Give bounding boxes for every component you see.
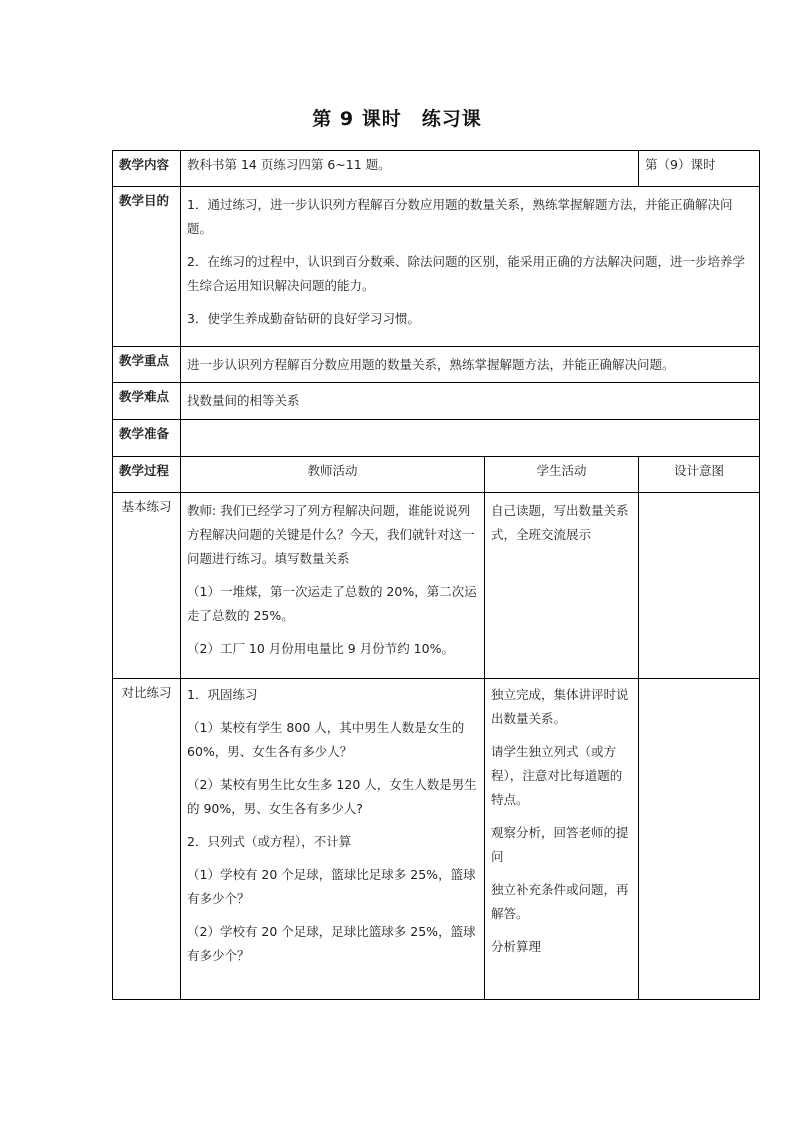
teacher-activity: 教师: 我们已经学习了列方程解决问题，谁能说说列方程解决问题的关键是什么？今天，我们就针对这一问题进行练习。填写数量关系 [187, 503, 475, 566]
row-stage-compare [113, 679, 760, 1000]
label-process: 教学过程 [113, 457, 181, 493]
teacher-activity: （2）某校有男生比女生多 120 人，女生人数是男生的 90%，男、女生各有多少人? [187, 777, 477, 816]
objectives-cell [181, 187, 760, 347]
stage-name: 基本练习 [113, 493, 181, 679]
lesson-plan-table [112, 150, 760, 1000]
teacher-activity: （1）某校有学生 800 人，其中男生人数是女生的 60%，男、女生各有多少人？ [187, 720, 465, 759]
label-objectives: 教学目的 [113, 187, 181, 347]
teacher-activity: （1）学校有 20 个足球，篮球比足球多 25%，篮球有多少个？ [187, 867, 476, 906]
student-activity: 观察分析，回答老师的提问 [491, 825, 629, 864]
period-text: 第（9）课时 [639, 151, 760, 187]
stage-student-cell [485, 679, 639, 1000]
stage-teacher-cell [181, 679, 485, 1000]
teacher-activity: （2）学校有 20 个足球，足球比篮球多 25%，篮球有多少个？ [187, 924, 476, 963]
teacher-activity: 1．巩固练习 [187, 687, 258, 702]
student-activity: 请学生独立列式（或方程），注意对比每道题的特点。 [491, 744, 623, 807]
row-content [113, 151, 760, 187]
stage-name: 对比练习 [113, 679, 181, 1000]
page-title: 第 9 课时 练习课 [312, 108, 482, 130]
objective-item: 1．通过练习，进一步认识列方程解百分数应用题的数量关系，熟练掌握解题方法，并能正确解决问题。 [187, 197, 733, 236]
row-preparation [113, 420, 760, 457]
teacher-activity: （2）工厂 10 月份用电量比 9 月份节约 10%。 [187, 641, 454, 656]
teacher-activity: 2．只列式（或方程），不计算 [187, 834, 352, 849]
row-process-header [113, 457, 760, 493]
stage-teacher-cell [181, 493, 485, 679]
row-key-points [113, 347, 760, 383]
stage-design-cell [639, 493, 760, 679]
stage-student-cell [485, 493, 639, 679]
label-key-points: 教学重点 [113, 347, 181, 383]
difficulties-text: 找数量间的相等关系 [181, 383, 760, 420]
label-difficulties: 教学难点 [113, 383, 181, 420]
row-objectives [113, 187, 760, 347]
row-stage-basic [113, 493, 760, 679]
stage-design-cell [639, 679, 760, 1000]
objective-item: 2．在练习的过程中，认识到百分数乘、除法问题的区别，能采用正确的方法解决问题，进一步培养学生综合运用知识解决问题的能力。 [187, 254, 745, 293]
label-content: 教学内容 [113, 151, 181, 187]
header-student: 学生活动 [485, 457, 639, 493]
row-difficulties [113, 383, 760, 420]
student-activity: 独立完成，集体讲评时说出数量关系。 [491, 687, 629, 726]
header-design: 设计意图 [639, 457, 760, 493]
label-preparation: 教学准备 [113, 420, 181, 457]
student-activity: 分析算理 [491, 939, 542, 954]
student-activity: 独立补充条件或问题，再解答。 [491, 882, 629, 921]
header-teacher: 教师活动 [181, 457, 485, 493]
student-activity: 自己读题，写出数量关系式，全班交流展示 [491, 503, 629, 542]
teacher-activity: （1）一堆煤，第一次运走了总数的 20%，第二次运走了总数的 25%。 [187, 584, 477, 623]
key-points-text: 进一步认识列方程解百分数应用题的数量关系，熟练掌握解题方法，并能正确解决问题。 [181, 347, 760, 383]
preparation-text [181, 420, 760, 457]
content-text: 教科书第 14 页练习四第 6~11 题。 [181, 151, 639, 187]
objective-item: 3．使学生养成勤奋钻研的良好学习习惯。 [187, 311, 420, 326]
